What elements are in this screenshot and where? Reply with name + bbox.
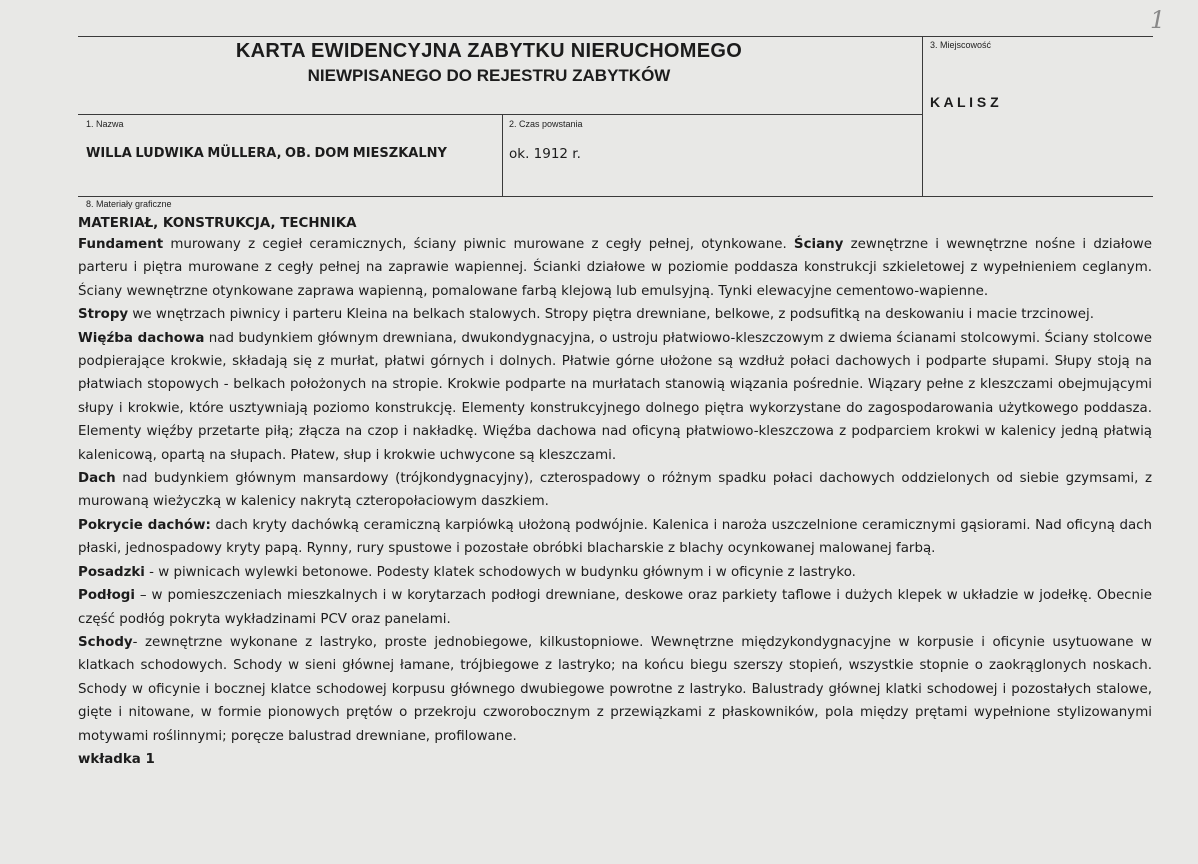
paragraph-text: - w piwnicach wylewki betonowe. Podesty klatek schodowych w budynku głównym i w oficynie z lastryko. bbox=[144, 564, 856, 580]
handwritten-page-number: 1 bbox=[1150, 6, 1166, 34]
paragraph-text: zewnętrzne i wewnętrzne nośne i działowe parteru i piętra murowane z cegły pełnej na zaprawie wapiennej. Ścianki działowe w poziomie poddasza konstrukcji szkieletowej z wypełnieniem ceglanym. Ściany wewnętrzne otynkowane zaprawa wapienną, pomalowane farbą klejową lub emulsyjną. Tynki elewacyjne cementowo-wapienne. bbox=[78, 237, 1152, 299]
top-border-line bbox=[78, 36, 1153, 37]
paragraph-text: nad budynkiem głównym drewniana, dwukondygnacyjna, o ustroju płatwiowo-kleszczowym z dwiema ścianami stolcowymi. Ściany stolcowe podpierające krokwie, składają się z murłat, płatwi górnych i dolnych. Płatwie górne ułożone są wzdłuż połaci dachowych i podparte słupami. Słupy stoją na płatwiach stopowych - belkach położonych na stropie. Krokwie podparte na murłatach stanowią wiązania pośrednie. Wiązary pełne z kleszczami obejmującymi słupy i krokwie, które usztywniają poziomo konstrukcję. Elementy konstrukcyjnego dolnego piętra wykorzystane do zagospodarowania użytkowego poddasza. Elementy więźby przetarte piłą; złącza na czop i nakładkę. Więźba dachowa nad oficyną płatwiowo-kleszczowa z podparciem krokwi w kalenicy jedną płatwią kalenicową, opartą na słupach. Płatew, słup i krokwie uchwycone są kleszczami. bbox=[78, 330, 1152, 463]
description-paragraph bbox=[78, 303, 1152, 326]
locality-value: K A L I S Z bbox=[930, 94, 999, 110]
paragraph-heading: Więźba dachowa bbox=[78, 330, 205, 346]
card-title: KARTA EWIDENCYJNA ZABYTKU NIERUCHOMEGO bbox=[235, 40, 743, 62]
name-label: 1. Nazwa bbox=[86, 119, 124, 129]
graphics-label: 8. Materiały graficzne bbox=[86, 199, 172, 209]
paragraph-text: – w pomieszczeniach mieszkalnych i w korytarzach podłogi drewniane, deskowe oraz parkiety taflowe i dużych klepek w układzie w jodełkę. Obecnie część podłóg pokryta wykładzinami PCV oraz panelami. bbox=[78, 588, 1152, 627]
date-label: 2. Czas powstania bbox=[509, 119, 583, 129]
description-paragraph bbox=[78, 233, 1152, 303]
description-paragraph bbox=[78, 631, 1152, 748]
paragraph-text: we wnętrzach piwnicy i parteru Kleina na belkach stalowych. Stropy piętra drewniane, belkowe, z podsufitką na deskowaniu i macie trzcinowej. bbox=[128, 307, 1095, 323]
paragraph-heading: Ściany bbox=[793, 237, 844, 252]
date-value: ok. 1912 r. bbox=[509, 146, 581, 162]
name-date-divider-line bbox=[502, 114, 503, 197]
paragraph-heading: Fundament bbox=[78, 237, 164, 252]
card-subtitle: NIEWPISANEGO DO REJESTRU ZABYTKÓW bbox=[307, 66, 671, 85]
description-paragraph bbox=[78, 514, 1152, 561]
fields-bottom-line bbox=[78, 196, 1153, 197]
description-paragraph bbox=[78, 327, 1152, 467]
section-title: MATERIAŁ, KONSTRUKCJA, TECHNIKA bbox=[78, 216, 357, 231]
description-paragraph bbox=[78, 467, 1152, 514]
paragraph-heading: Podłogi bbox=[78, 588, 135, 604]
description-body bbox=[78, 215, 1152, 771]
paragraph-text: dach kryty dachówką ceramiczną karpiówką ułożoną podwójnie. Kalenica i naroża uszczelnione ceramicznymi gąsiorami. Nad oficyną dach płaski, jednospadowy kryty papą. Rynny, rury spustowe i pozostałe obróbki blacharskie z blachy ocynkowanej malowanej farbą. bbox=[78, 517, 1152, 557]
paragraph-text: nad budynkiem głównym mansardowy (trójkondygnacyjny), czterospadowy o różnym spadku połaci dachowych oddzielonych od siebie gzymsami, z murowaną wieżyczką w kalenicy nakrytą czteropołaciowym daszkiem. bbox=[78, 471, 1152, 510]
header-bottom-line bbox=[78, 114, 923, 115]
paragraph-text: - zewnętrzne wykonane z lastryko, proste jednobiegowe, kilkustopniowe. Wewnętrzne międzykondygnacyjne w korpusie i oficynie usytuowane w klatkach schodowych. Schody w sieni głównej łamane, trójbiegowe z lastryko; na końcu biegu szerszy stopień, wszystkie stopnie o zaokrąglonych noskach. Schody w oficynie i bocznej klatce schodowej korpusu głównego dwubiegowe powrotne z lastryko. Balustrady głównej klatki schodowej i pozostałych stalowe, gięte i nitowane, w formie pionowych prętów o przekroju czworobocznym z przewiązkami z płaskowników, pola między prętami wypełnione stylizowanymi motywami roślinnymi; poręcze balustrad drewniane, profilowane. bbox=[78, 634, 1152, 744]
description-paragraphs bbox=[78, 233, 1152, 748]
locality-divider-line bbox=[922, 36, 923, 197]
paragraph-heading: Stropy bbox=[78, 307, 129, 323]
paragraph-heading: Posadzki bbox=[78, 564, 145, 580]
description-paragraph bbox=[78, 584, 1152, 631]
paragraph-heading: Dach bbox=[78, 471, 116, 487]
paragraph-heading: Schody bbox=[78, 634, 133, 650]
footer-note: wkładka 1 bbox=[78, 751, 155, 767]
paragraph-heading: Pokrycie dachów: bbox=[78, 517, 211, 533]
name-value: WILLA LUDWIKA MÜLLERA, OB. DOM MIESZKALNY bbox=[86, 146, 447, 161]
paragraph-text: murowany z cegieł ceramicznych, ściany piwnic murowane z cegły pełnej, otynkowane. bbox=[163, 237, 794, 252]
locality-label: 3. Miejscowość bbox=[930, 40, 992, 50]
description-paragraph bbox=[78, 561, 1152, 584]
